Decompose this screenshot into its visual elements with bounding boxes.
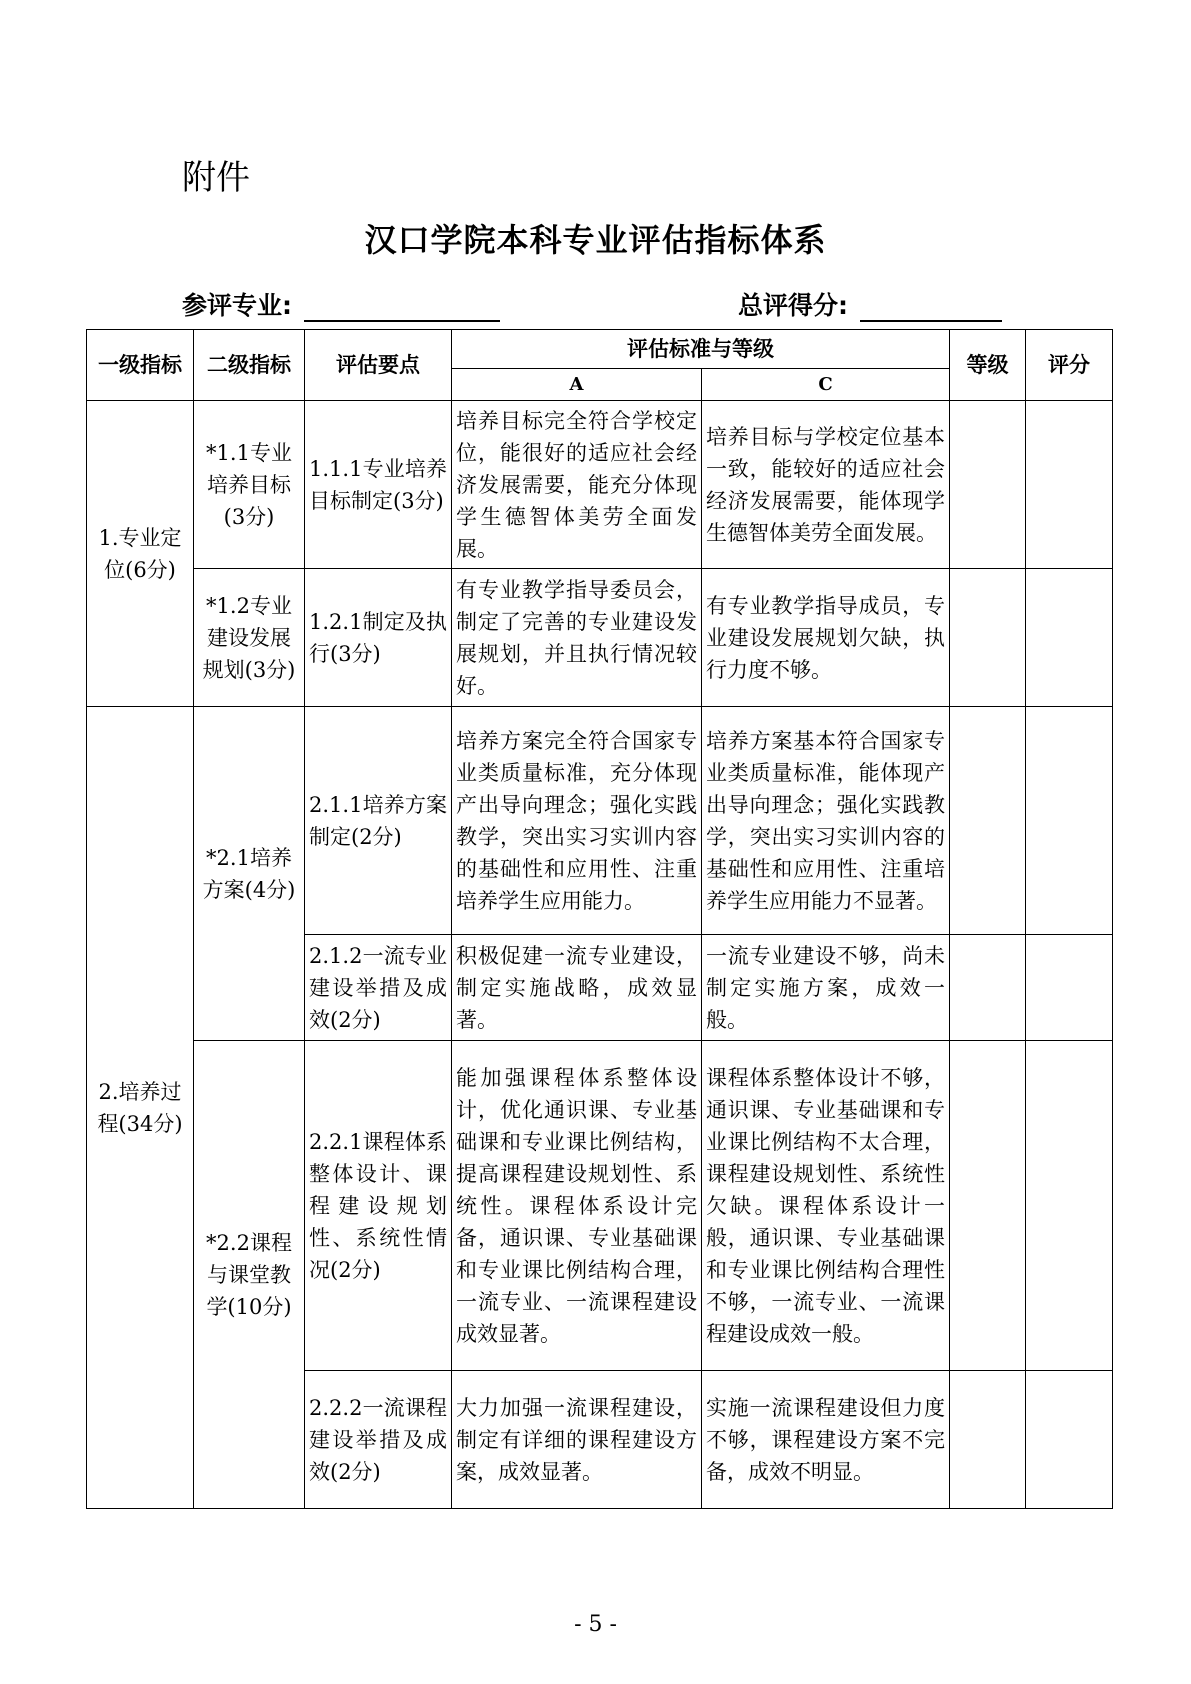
header-criteria: 评估标准与等级 bbox=[452, 330, 950, 369]
grade-cell[interactable] bbox=[950, 707, 1026, 935]
document-title: 汉口学院本科专业评估指标体系 bbox=[364, 221, 827, 259]
table-row bbox=[87, 707, 1113, 935]
criteria-c-cell: 有专业教学指导成员，专业建设发展规划欠缺，执行力度不够。 bbox=[702, 569, 950, 707]
criteria-a-cell: 能加强课程体系整体设计，优化通识课、专业基础课和专业课比例结构，提高课程建设规划性、系统性。课程体系设计完备，通识课、专业基础课和专业课比例结构合理，一流专业、一流课程建设成效显著。 bbox=[452, 1041, 702, 1371]
level2-cell: *1.1专业培养目标(3分) bbox=[194, 401, 305, 569]
total-score-blank-line[interactable] bbox=[860, 294, 1002, 322]
criteria-c-cell: 实施一流课程建设但力度不够，课程建设方案不完备，成效不明显。 bbox=[702, 1371, 950, 1509]
header-points: 评估要点 bbox=[305, 330, 452, 401]
evaluation-index-table bbox=[86, 329, 1113, 1509]
point-cell: 2.2.1课程体系整体设计、课程建设规划性、系统性情况(2分) bbox=[305, 1041, 452, 1371]
level1-cell: 2.培养过程(34分) bbox=[87, 707, 194, 1509]
criteria-c-cell: 课程体系整体设计不够，通识课、专业基础课和专业课比例结构不太合理，课程建设规划性、系统性欠缺。课程体系设计一般，通识课、专业基础课和专业课比例结构合理性不够，一流专业、一流课程建设成效一般。 bbox=[702, 1041, 950, 1371]
level2-cell: *2.2课程与课堂教学(10分) bbox=[194, 1041, 305, 1509]
criteria-a-cell: 有专业教学指导委员会，制定了完善的专业建设发展规划，并且执行情况较好。 bbox=[452, 569, 702, 707]
header-level1: 一级指标 bbox=[87, 330, 194, 401]
major-blank-line[interactable] bbox=[304, 294, 500, 322]
header-score: 评分 bbox=[1026, 330, 1113, 401]
grade-cell[interactable] bbox=[950, 935, 1026, 1041]
header-grade: 等级 bbox=[950, 330, 1026, 401]
point-cell: 2.1.2一流专业建设举措及成效(2分) bbox=[305, 935, 452, 1041]
attachment-label: 附件 bbox=[182, 158, 250, 198]
score-cell[interactable] bbox=[1026, 935, 1113, 1041]
table-row bbox=[87, 569, 1113, 707]
header-grade-c: C bbox=[702, 369, 950, 401]
criteria-a-cell: 培养方案完全符合国家专业类质量标准，充分体现产出导向理念；强化实践教学，突出实习实训内容的基础性和应用性、注重培养学生应用能力。 bbox=[452, 707, 702, 935]
grade-cell[interactable] bbox=[950, 569, 1026, 707]
level2-cell: *2.1培养方案(4分) bbox=[194, 707, 305, 1041]
table-row bbox=[87, 1041, 1113, 1371]
level1-cell: 1.专业定位(6分) bbox=[87, 401, 194, 707]
grade-cell[interactable] bbox=[950, 1041, 1026, 1371]
grade-cell[interactable] bbox=[950, 401, 1026, 569]
score-cell[interactable] bbox=[1026, 707, 1113, 935]
score-cell[interactable] bbox=[1026, 1371, 1113, 1509]
major-field bbox=[182, 286, 500, 322]
total-score-label: 总评得分: bbox=[738, 291, 848, 320]
criteria-a-cell: 大力加强一流课程建设，制定有详细的课程建设方案，成效显著。 bbox=[452, 1371, 702, 1509]
point-cell: 2.1.1培养方案制定(2分) bbox=[305, 707, 452, 935]
header-level2: 二级指标 bbox=[194, 330, 305, 401]
criteria-a-cell: 积极促建一流专业建设，制定实施战略，成效显著。 bbox=[452, 935, 702, 1041]
page-number: - 5 - bbox=[574, 1612, 617, 1637]
header-grade-a: A bbox=[452, 369, 702, 401]
criteria-c-cell: 一流专业建设不够，尚未制定实施方案，成效一般。 bbox=[702, 935, 950, 1041]
point-cell: 1.1.1专业培养目标制定(3分) bbox=[305, 401, 452, 569]
point-cell: 1.2.1制定及执行(3分) bbox=[305, 569, 452, 707]
grade-cell[interactable] bbox=[950, 1371, 1026, 1509]
criteria-c-cell: 培养目标与学校定位基本一致，能较好的适应社会经济发展需要，能体现学生德智体美劳全面发展。 bbox=[702, 401, 950, 569]
criteria-a-cell: 培养目标完全符合学校定位，能很好的适应社会经济发展需要，能充分体现学生德智体美劳全面发展。 bbox=[452, 401, 702, 569]
point-cell: 2.2.2一流课程建设举措及成效(2分) bbox=[305, 1371, 452, 1509]
table-row bbox=[87, 401, 1113, 569]
total-score-field bbox=[738, 286, 1002, 322]
criteria-c-cell: 培养方案基本符合国家专业类质量标准，能体现产出导向理念；强化实践教学，突出实习实训内容的基础性和应用性、注重培养学生应用能力不显著。 bbox=[702, 707, 950, 935]
score-cell[interactable] bbox=[1026, 569, 1113, 707]
score-cell[interactable] bbox=[1026, 1041, 1113, 1371]
score-cell[interactable] bbox=[1026, 401, 1113, 569]
level2-cell: *1.2专业建设发展规划(3分) bbox=[194, 569, 305, 707]
major-label: 参评专业: bbox=[182, 291, 292, 320]
